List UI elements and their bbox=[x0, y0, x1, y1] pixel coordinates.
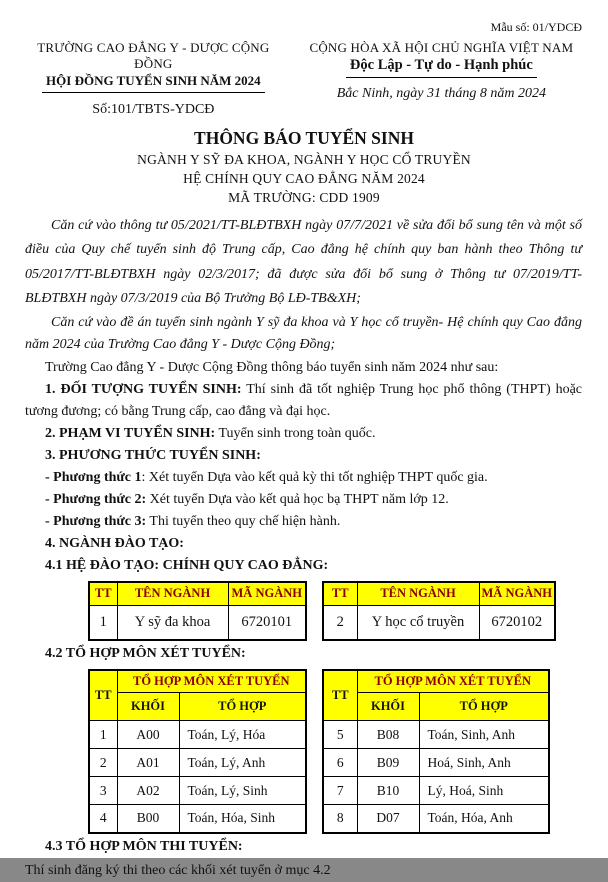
section-4-2 bbox=[25, 643, 582, 665]
combo-right-r3-subjects: Lý, Hoá, Sinh bbox=[419, 777, 549, 805]
majors-right-header-name: TÊN NGÀNH bbox=[357, 582, 479, 606]
combo-left-header-combo: TỔ HỢP bbox=[179, 693, 306, 721]
combo-table-left bbox=[88, 669, 307, 834]
combo-right-r4-subjects: Toán, Hóa, Anh bbox=[419, 805, 549, 833]
method-2-text: Xét tuyển Dựa vào kết quả học bạ THPT năm lớp 12. bbox=[146, 491, 449, 507]
combo-left-r4-tt: 4 bbox=[89, 805, 117, 833]
table-row bbox=[323, 777, 549, 805]
section-1-label: 1. ĐỐI TƯỢNG TUYỂN SINH: bbox=[45, 381, 242, 397]
letterhead-right bbox=[289, 40, 594, 118]
form-number: Mẫu số: 01/YDCĐ bbox=[490, 20, 582, 34]
majors-left-header-name: TÊN NGÀNH bbox=[117, 582, 228, 606]
majors-left-header-tt: TT bbox=[89, 582, 117, 606]
majors-left-code: 6720101 bbox=[228, 606, 306, 640]
section-4 bbox=[25, 533, 582, 555]
combo-left-r4-subjects: Toán, Hóa, Sinh bbox=[179, 805, 306, 833]
table-row bbox=[89, 721, 306, 749]
majors-left-tt: 1 bbox=[89, 606, 117, 640]
section-1 bbox=[25, 379, 582, 423]
table-row bbox=[89, 805, 306, 833]
council-name bbox=[18, 73, 289, 93]
combo-right-r1-tt: 5 bbox=[323, 721, 357, 749]
preamble-paragraph-3: Trường Cao đẳng Y - Dược Cộng Đồng thông báo tuyển sinh năm 2024 như sau: bbox=[45, 359, 499, 375]
table-row bbox=[323, 606, 555, 640]
majors-right-header-code: MÃ NGÀNH bbox=[479, 582, 555, 606]
majors-right-code: 6720102 bbox=[479, 606, 555, 640]
table-row bbox=[323, 749, 549, 777]
majors-left-header-code: MÃ NGÀNH bbox=[228, 582, 306, 606]
table-row bbox=[89, 777, 306, 805]
method-1 bbox=[25, 467, 582, 489]
majors-right-tt: 2 bbox=[323, 606, 357, 640]
combo-right-group-header: TỔ HỢP MÔN XÉT TUYỂN bbox=[357, 670, 549, 693]
section-1-text: Thí sinh đã tốt nghiệp Trung học phổ thông (THPT) hoặc tương đương; có bằng Trung cấp, cao đẳng và đại học. bbox=[25, 381, 583, 419]
date-line: Bắc Ninh, ngày 31 tháng 8 năm 2024 bbox=[336, 86, 546, 101]
combo-right-r4-tt: 8 bbox=[323, 805, 357, 833]
method-2-label: - Phương thức 2: bbox=[45, 491, 147, 507]
combo-right-r2-block: B09 bbox=[357, 749, 419, 777]
section-4-1 bbox=[25, 555, 582, 577]
combo-left-header-tt: TT bbox=[89, 670, 117, 721]
document-subtitle-1: NGÀNH Y SỸ ĐA KHOA, NGÀNH Y HỌC CỔ TRUYỀN bbox=[137, 152, 471, 167]
school-name: TRƯỜNG CAO ĐẲNG Y - DƯỢC CỘNG ĐỒNG bbox=[37, 40, 270, 71]
school-code: MÃ TRƯỜNG: CDD 1909 bbox=[228, 190, 380, 206]
combo-right-r2-subjects: Hoá, Sinh, Anh bbox=[419, 749, 549, 777]
method-2 bbox=[25, 489, 582, 511]
combo-right-r3-block: B10 bbox=[357, 777, 419, 805]
majors-right-name: Y học cổ truyền bbox=[357, 606, 479, 640]
national-motto bbox=[289, 57, 594, 78]
table-row bbox=[89, 606, 306, 640]
combo-left-r3-block: A02 bbox=[117, 777, 179, 805]
national-title: CỘNG HÒA XÃ HỘI CHỦ NGHĨA VIỆT NAM bbox=[309, 40, 574, 55]
section-2 bbox=[25, 423, 582, 445]
combo-left-r1-tt: 1 bbox=[89, 721, 117, 749]
national-motto-text: Độc Lập - Tự do - Hạnh phúc bbox=[346, 57, 537, 78]
combo-right-r1-block: B08 bbox=[357, 721, 419, 749]
document-number: Số:101/TBTS-YDCĐ bbox=[92, 102, 215, 117]
combo-tables bbox=[88, 669, 582, 834]
letterhead bbox=[0, 0, 608, 118]
combo-left-r2-subjects: Toán, Lý, Anh bbox=[179, 749, 306, 777]
method-3-text: Thi tuyển theo quy chế hiện hành. bbox=[146, 513, 341, 529]
method-3 bbox=[25, 511, 582, 533]
letterhead-left bbox=[18, 40, 289, 118]
method-3-label: - Phương thức 3: bbox=[45, 513, 147, 529]
combo-table-right bbox=[322, 669, 550, 834]
table-row bbox=[323, 721, 549, 749]
council-name-text: HỘI ĐỒNG TUYỂN SINH NĂM 2024 bbox=[42, 73, 265, 93]
preamble-paragraph-2: Căn cứ vào đề án tuyển sinh ngành Y sỹ đa khoa và Y học cổ truyền- Hệ chính quy Cao đẳng năm 2024 của Trường Cao đẳng Y - Dược Cộng Đồng; bbox=[25, 314, 582, 353]
section-3-label: 3. PHƯƠNG THỨC TUYỂN SINH: bbox=[45, 447, 261, 463]
section-4-3 bbox=[25, 836, 582, 858]
section-4-3-text: Thí sinh đăng ký thi theo các khối xét tuyển ở mục 4.2 bbox=[25, 862, 331, 878]
combo-left-r4-block: B00 bbox=[117, 805, 179, 833]
combo-left-r2-block: A01 bbox=[117, 749, 179, 777]
section-4-1-label: 4.1 HỆ ĐÀO TẠO: CHÍNH QUY CAO ĐẲNG: bbox=[45, 557, 329, 573]
document-title: THÔNG BÁO TUYỂN SINH bbox=[194, 128, 414, 148]
preamble-paragraph-1: Căn cứ vào thông tư 05/2021/TT-BLĐTBXH ngày 07/7/2021 về sửa đổi bổ sung tên và một số điều của Quy chế tuyển sinh độ Trung cấp, Cao đẳng hệ chính quy ban hành theo Thông tư 05/2017/TT-BLĐTBXH ngày 02/3/2017; đã được sửa đổi bổ sung ở Thông tư 07/2019/TT-BLĐTBXH ngày 07/3/2019 của Bộ Trưởng Bộ LĐ-TB&XH; bbox=[25, 217, 582, 307]
combo-right-r4-block: D07 bbox=[357, 805, 419, 833]
combo-left-header-block: KHỐI bbox=[117, 693, 179, 721]
method-1-label: - Phương thức 1 bbox=[45, 469, 142, 485]
section-4-2-label: 4.2 TỔ HỢP MÔN XÉT TUYỂN: bbox=[45, 645, 246, 661]
combo-left-r2-tt: 2 bbox=[89, 749, 117, 777]
combo-right-r2-tt: 6 bbox=[323, 749, 357, 777]
section-4-3-label: 4.3 TỔ HỢP MÔN THI TUYỂN: bbox=[45, 838, 243, 854]
majors-left-name: Y sỹ đa khoa bbox=[117, 606, 228, 640]
section-2-text: Tuyển sinh trong toàn quốc. bbox=[215, 425, 376, 441]
table-row bbox=[89, 749, 306, 777]
method-1-text: : Xét tuyển Dựa vào kết quả kỳ thi tốt nghiệp THPT quốc gia. bbox=[141, 469, 488, 485]
combo-left-group-header: TỔ HỢP MÔN XÉT TUYỂN bbox=[117, 670, 306, 693]
section-2-label: 2. PHẠM VI TUYỂN SINH: bbox=[45, 425, 216, 441]
combo-left-r1-subjects: Toán, Lý, Hóa bbox=[179, 721, 306, 749]
combo-right-header-block: KHỐI bbox=[357, 693, 419, 721]
majors-table-left bbox=[88, 581, 307, 641]
majors-tables bbox=[88, 581, 582, 641]
combo-right-header-combo: TỔ HỢP bbox=[419, 693, 549, 721]
document-subtitle-2: HỆ CHÍNH QUY CAO ĐẲNG NĂM 2024 bbox=[183, 171, 425, 187]
majors-table-right bbox=[322, 581, 556, 641]
majors-right-header-tt: TT bbox=[323, 582, 357, 606]
combo-right-r3-tt: 7 bbox=[323, 777, 357, 805]
combo-left-r3-tt: 3 bbox=[89, 777, 117, 805]
combo-left-r1-block: A00 bbox=[117, 721, 179, 749]
section-3 bbox=[25, 445, 582, 467]
combo-left-r3-subjects: Toán, Lý, Sinh bbox=[179, 777, 306, 805]
section-4-label: 4. NGÀNH ĐÀO TẠO: bbox=[45, 535, 184, 551]
combo-right-header-tt: TT bbox=[323, 670, 357, 721]
table-row bbox=[323, 805, 549, 833]
title-block bbox=[0, 128, 608, 207]
document-body bbox=[0, 207, 608, 882]
combo-right-r1-subjects: Toán, Sinh, Anh bbox=[419, 721, 549, 749]
